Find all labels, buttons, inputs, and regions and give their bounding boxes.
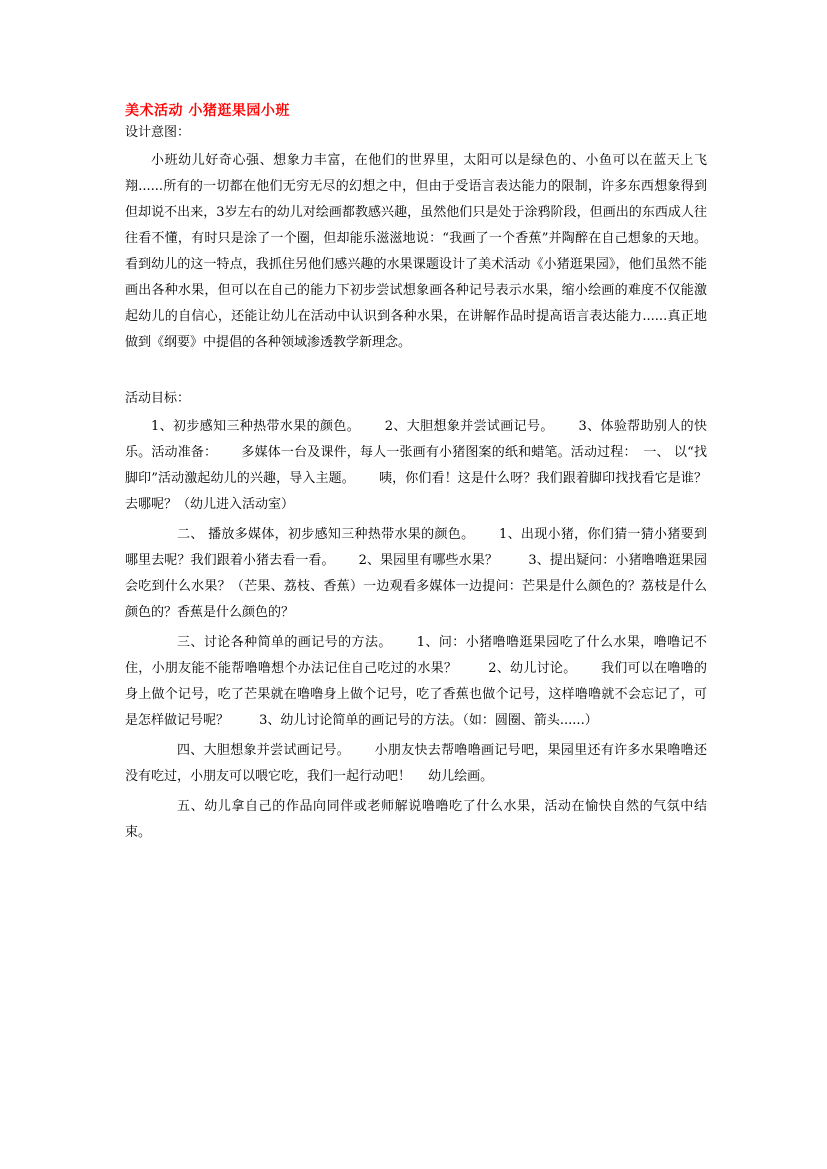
activity-goals-paragraph: 1、初步感知三种热带水果的颜色。 2、大胆想象并尝试画记号。 3、体验帮助别人的快乐。活动准备： 多媒体一台及课件，每人一张画有小猪图案的纸和蜡笔。活动过程： 一、 以“找脚印”活动激起幼儿的兴趣，导入主题。 咦，你们看！这是什么呀？我们跟着脚印找找看它是谁？去哪呢？（幼儿进入活动室） xyxy=(125,419,707,512)
document-title: 美术活动 小猪逛果园小班 xyxy=(125,103,290,119)
section-gap xyxy=(125,356,707,388)
process-step-3: 三、讨论各种简单的画记号的方法。 1、问：小猪噜噜逛果园吃了什么水果，噜噜记不住，小朋友能不能帮噜噜想个办法记住自己吃过的水果？ 2、幼儿讨论。 我们可以在噜噜的身上做个记号，吃了芒果就在噜噜身上做个记号，吃了香蕉也做个记号，这样噜噜就不会忘记了，可是怎样做记号呢？ 3、幼儿讨论简单的画记号的方法。（如：圆圈、箭头......） xyxy=(125,635,707,728)
process-step-4: 四、大胆想象并尝试画记号。 小朋友快去帮噜噜画记号吧，果园里还有许多水果噜噜还没有吃过，小朋友可以喂它吃，我们一起行动吧！ 幼儿绘画。 xyxy=(125,743,707,784)
document-page xyxy=(125,100,707,846)
design-intent-paragraph: 小班幼儿好奇心强、想象力丰富，在他们的世界里，太阳可以是绿色的、小鱼可以在蓝天上飞翔......所有的一切都在他们无穷无尽的幻想之中，但由于受语言表达能力的限制，许多东西想象得到但却说不出来，3岁左右的幼儿对绘画都教感兴趣，虽然他们只是处于涂鸦阶段，但画出的东西成人往往看不懂，有时只是涂了一个圈，但却能乐滋滋地说：“我画了一个香蕉”并陶醉在自己想象的天地。看到幼儿的这一特点，我抓住另他们感兴趣的水果课题设计了美术活动《小猪逛果园》，他们虽然不能画出各种水果，但可以在自己的能力下初步尝试想象画各种记号表示水果，缩小绘画的难度不仅能激起幼儿的自信心，还能让幼儿在活动中认识到各种水果，在讲解作品时提高语言表达能力......真正地做到《纲要》中提倡的各种领域渗透教学新理念。 xyxy=(125,153,707,350)
process-step-2: 二、 播放多媒体，初步感知三种热带水果的颜色。 1、出现小猪，你们猜一猜小猪要到哪里去呢？我们跟着小猪去看一看。 2、果园里有哪些水果？ 3、提出疑问：小猪噜噜逛果园会吃到什么水果？（芒果、荔枝、香蕉）一边观看多媒体一边提问：芒果是什么颜色的？荔枝是什么颜色的？香蕉是什么颜色的？ xyxy=(125,527,707,620)
design-intent-label: 设计意图： xyxy=(125,125,191,140)
process-step-5: 五、幼儿拿自己的作品向同伴或老师解说噜噜吃了什么水果，活动在愉快自然的气氛中结束。 xyxy=(125,799,707,840)
activity-goals-label: 活动目标： xyxy=(125,391,191,406)
